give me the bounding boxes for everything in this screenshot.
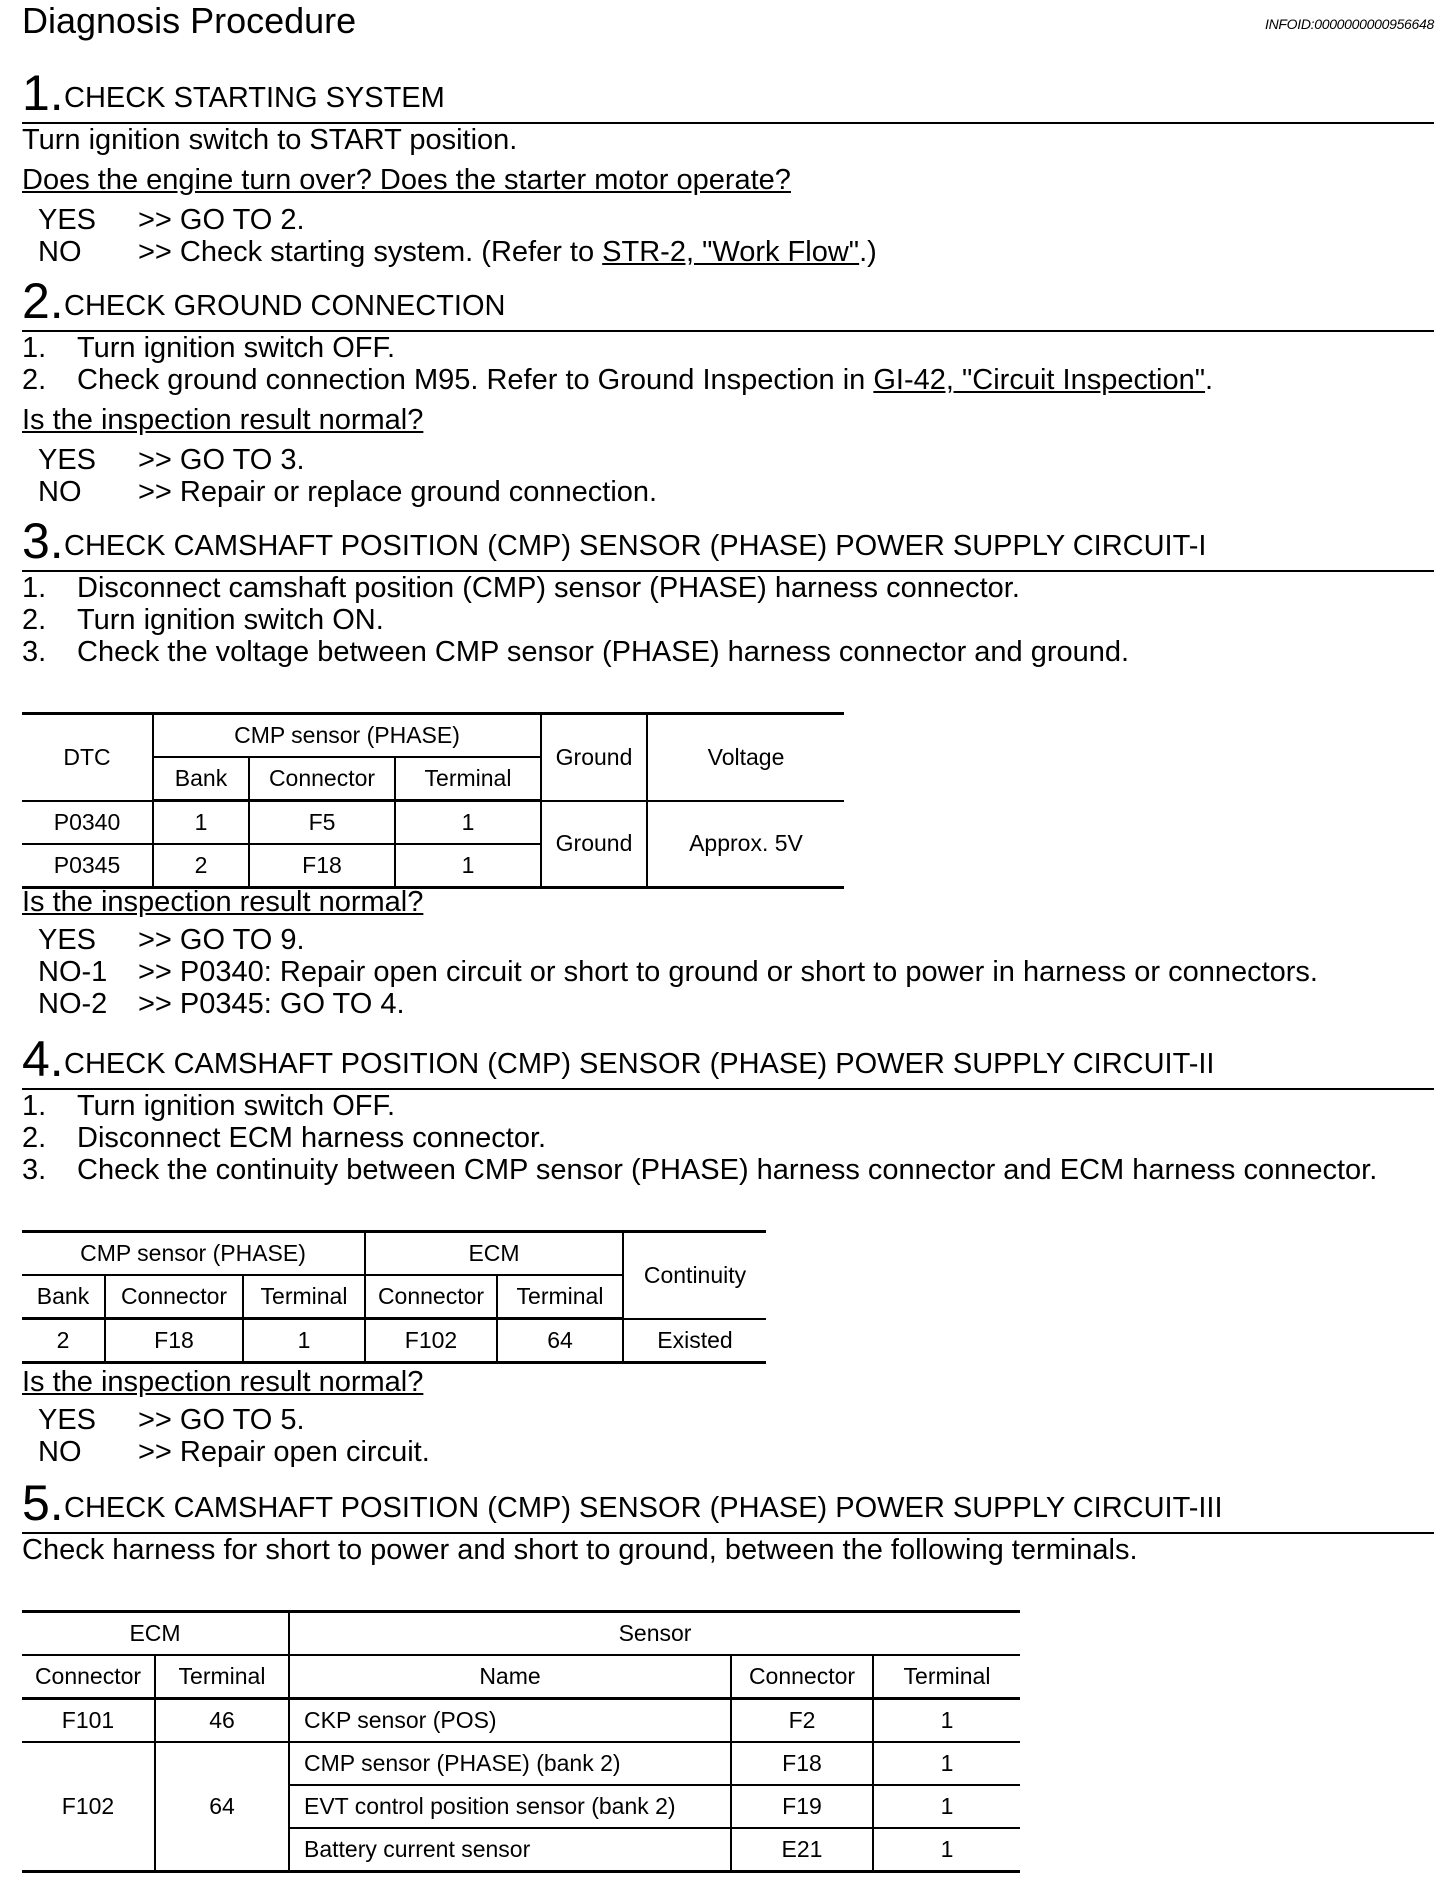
- answer-text: >> P0340: Repair open circuit or short to ground or short to power in harness or connectors.: [138, 956, 1318, 988]
- step-1: [22, 65, 1434, 268]
- info-id: INFOID:0000000000956648: [1264, 16, 1434, 32]
- table-header: Sensor: [289, 1612, 1020, 1656]
- table-cell: CMP sensor (PHASE) (bank 2): [289, 1742, 731, 1785]
- step-title: CHECK STARTING SYSTEM: [64, 82, 445, 114]
- table-header: CMP sensor (PHASE): [153, 714, 541, 758]
- table-cell: P0345: [22, 844, 153, 888]
- step-number: 4.: [22, 1031, 64, 1087]
- table-cell: 46: [155, 1699, 289, 1743]
- table-header: Terminal: [155, 1655, 289, 1699]
- table-header: Connector: [249, 757, 395, 801]
- table-cell: 1: [153, 801, 249, 845]
- table-header: Bank: [153, 757, 249, 801]
- table-cell: 64: [497, 1319, 623, 1363]
- table-header: Terminal: [873, 1655, 1020, 1699]
- answer-key: YES: [38, 924, 97, 956]
- answer-text: >> GO TO 2.: [138, 204, 305, 236]
- instruction: Turn ignition switch OFF.: [77, 332, 396, 364]
- table-cell: 1: [873, 1699, 1020, 1743]
- table-header: Connector: [105, 1275, 243, 1319]
- table-cell: 64: [155, 1742, 289, 1872]
- instruction-number: 2.: [22, 364, 47, 396]
- step-2: [22, 273, 1434, 508]
- table-header: Terminal: [497, 1275, 623, 1319]
- step-5: [22, 1475, 1434, 1862]
- question: Is the inspection result normal?: [22, 404, 424, 436]
- table-header: CMP sensor (PHASE): [22, 1232, 365, 1276]
- answer-text: >> GO TO 9.: [138, 924, 305, 956]
- table-cell: 1: [873, 1742, 1020, 1785]
- answer-text: >> GO TO 3.: [138, 444, 305, 476]
- table-cell: F18: [731, 1742, 873, 1785]
- step-title: CHECK CAMSHAFT POSITION (CMP) SENSOR (PHASE) POWER SUPPLY CIRCUIT-I: [64, 530, 1207, 562]
- instruction-number: 1.: [22, 1090, 47, 1122]
- instruction-number: 3.: [22, 1154, 47, 1186]
- short-check-table: [22, 1610, 1020, 1873]
- table-cell: F18: [105, 1319, 243, 1363]
- table-row: [22, 1319, 766, 1363]
- instruction-number: 2.: [22, 604, 47, 636]
- table-cell: F102: [365, 1319, 497, 1363]
- step-title: CHECK CAMSHAFT POSITION (CMP) SENSOR (PHASE) POWER SUPPLY CIRCUIT-II: [64, 1048, 1215, 1080]
- table-row: [22, 1699, 1020, 1743]
- table-header: Connector: [22, 1655, 155, 1699]
- table-header: ECM: [22, 1612, 289, 1656]
- instruction: Check harness for short to power and short to ground, between the following terminals.: [22, 1534, 1138, 1566]
- table-header: Terminal: [395, 757, 541, 801]
- table-cell: P0340: [22, 801, 153, 845]
- instruction: Turn ignition switch ON.: [77, 604, 384, 636]
- answer-key: NO: [38, 476, 82, 508]
- instruction: Disconnect ECM harness connector.: [77, 1122, 547, 1154]
- instruction-number: 2.: [22, 1122, 47, 1154]
- table-row: [22, 801, 844, 845]
- answer-text: >> Repair or replace ground connection.: [138, 476, 658, 508]
- table-cell: Battery current sensor: [289, 1828, 731, 1872]
- table-cell: 2: [153, 844, 249, 888]
- table-header: Connector: [731, 1655, 873, 1699]
- table-cell: 1: [395, 801, 541, 845]
- table-header: Voltage: [647, 714, 844, 801]
- instruction: Check the continuity between CMP sensor (PHASE) harness connector and ECM harness connector.: [77, 1154, 1378, 1186]
- question: Is the inspection result normal?: [22, 886, 424, 918]
- instruction-number: 1.: [22, 332, 47, 364]
- answer-text: >> GO TO 5.: [138, 1404, 305, 1436]
- voltage-table: [22, 712, 844, 889]
- reference-link[interactable]: STR-2, "Work Flow": [602, 236, 860, 268]
- instruction: Check ground connection M95. Refer to Ground Inspection in GI-42, "Circuit Inspection".: [77, 364, 1214, 396]
- table-cell: 1: [395, 844, 541, 888]
- page-title: Diagnosis Procedure: [22, 0, 357, 41]
- table-cell: 1: [873, 1785, 1020, 1828]
- table-cell: 1: [243, 1319, 365, 1363]
- table-row: [22, 1742, 1020, 1785]
- answer-text: >> Check starting system. (Refer to STR-2, "Work Flow".): [138, 236, 877, 268]
- step-title: CHECK GROUND CONNECTION: [64, 290, 506, 322]
- step-4: [22, 1031, 1434, 1468]
- table-header: ECM: [365, 1232, 623, 1276]
- step-3: [22, 513, 1434, 1020]
- table-header: Continuity: [623, 1232, 766, 1319]
- table-cell: 2: [22, 1319, 105, 1363]
- instruction: Turn ignition switch to START position.: [22, 124, 518, 156]
- table-header: Ground: [541, 714, 647, 801]
- table-header: DTC: [22, 714, 153, 801]
- table-cell: Existed: [623, 1319, 766, 1363]
- question: Does the engine turn over? Does the starter motor operate?: [22, 164, 791, 196]
- table-cell: F101: [22, 1699, 155, 1743]
- step-5-header: [22, 1476, 1434, 1534]
- answer-key: NO-1: [38, 956, 108, 988]
- answer-key: YES: [38, 204, 97, 236]
- answer-key: YES: [38, 1404, 97, 1436]
- answer-key: NO: [38, 236, 82, 268]
- table-header: Name: [289, 1655, 731, 1699]
- question: Is the inspection result normal?: [22, 1366, 424, 1398]
- table-cell: F102: [22, 1742, 155, 1872]
- step-1-header: [22, 66, 1434, 124]
- step-number: 1.: [22, 65, 64, 121]
- table-header: Bank: [22, 1275, 105, 1319]
- table-cell: Ground: [541, 801, 647, 888]
- step-2-header: [22, 274, 1434, 332]
- instruction: Check the voltage between CMP sensor (PHASE) harness connector and ground.: [77, 636, 1130, 668]
- instruction: Disconnect camshaft position (CMP) sensor (PHASE) harness connector.: [77, 572, 1020, 604]
- table-cell: F5: [249, 801, 395, 845]
- table-cell: F19: [731, 1785, 873, 1828]
- table-cell: Approx. 5V: [647, 801, 844, 888]
- answer-text: >> Repair open circuit.: [138, 1436, 430, 1468]
- answer-key: NO-2: [38, 988, 108, 1020]
- table-cell: CKP sensor (POS): [289, 1699, 731, 1743]
- continuity-table: [22, 1230, 766, 1364]
- table-header: Terminal: [243, 1275, 365, 1319]
- answer-key: NO: [38, 1436, 82, 1468]
- step-4-header: [22, 1032, 1434, 1090]
- step-3-header: [22, 514, 1434, 572]
- table-cell: EVT control position sensor (bank 2): [289, 1785, 731, 1828]
- table-cell: 1: [873, 1828, 1020, 1872]
- step-number: 2.: [22, 273, 64, 329]
- instruction-number: 3.: [22, 636, 47, 668]
- step-number: 5.: [22, 1475, 64, 1531]
- step-number: 3.: [22, 513, 64, 569]
- step-title: CHECK CAMSHAFT POSITION (CMP) SENSOR (PHASE) POWER SUPPLY CIRCUIT-III: [64, 1492, 1223, 1524]
- answer-key: YES: [38, 444, 97, 476]
- answer-text: >> P0345: GO TO 4.: [138, 988, 405, 1020]
- instruction: Turn ignition switch OFF.: [77, 1090, 396, 1122]
- instruction-number: 1.: [22, 572, 47, 604]
- table-cell: F2: [731, 1699, 873, 1743]
- reference-link[interactable]: GI-42, "Circuit Inspection": [873, 364, 1206, 396]
- table-cell: F18: [249, 844, 395, 888]
- table-cell: E21: [731, 1828, 873, 1872]
- table-header: Connector: [365, 1275, 497, 1319]
